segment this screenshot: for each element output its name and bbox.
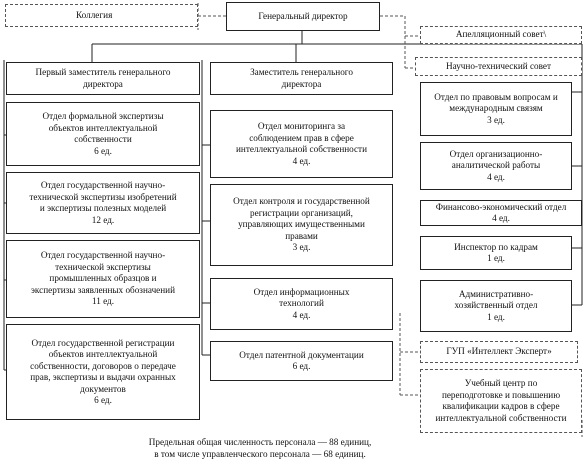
training-center-box: Учебный центр по переподготовке и повышению квалификации кадров в сфере интеллектуальной собственности: [420, 369, 582, 433]
director-box: Генеральный директор: [226, 2, 380, 31]
department-rights-monitoring: Отдел мониторинга за соблюдением прав в сфере интеллектуальной собственности 4 ед.: [210, 110, 393, 178]
department-legal-international: Отдел по правовым вопросам и международным связям 3 ед.: [420, 82, 572, 136]
department-formal-examination: Отдел формальной экспертизы объектов интеллектуальной собственности 6 ед.: [6, 102, 200, 166]
department-patent-documentation: Отдел патентной документации 6 ед.: [210, 341, 393, 381]
department-administrative-economic: Административно- хозяйственный отдел 1 ед.: [420, 280, 572, 332]
hr-inspector-box: Инспектор по кадрам 1 ед.: [420, 236, 572, 270]
department-state-registration: Отдел государственной регистрации объектов интеллектуальной собственности, договоров о передаче прав, экспертизы и выдачи охранных документов 6 ед.: [6, 324, 200, 420]
appeals-council-box: Апелляционный совет\: [420, 26, 582, 44]
department-organizations-registration: Отдел контроля и государственной регистрации организаций, управляющих имущественными правами 3 ед.: [210, 184, 393, 266]
scientific-council-box: Научно-технический совет: [415, 57, 582, 76]
gup-intellect-expert-box: ГУП «Интеллект Эксперт»: [420, 341, 578, 363]
department-organizational-analytical: Отдел организационно- аналитической работы 4 ед.: [420, 142, 572, 190]
department-industrial-designs-examination: Отдел государственной научно- технической экспертизы промышленных образцов и экспертизы заявленных обозначений 11 ед.: [6, 240, 200, 318]
department-inventions-examination: Отдел государственной научно- технической экспертизы изобретений и экспертизы полезных моделей 12 ед.: [6, 172, 200, 234]
deputy-box: Заместитель генерального директора: [210, 62, 393, 95]
first-deputy-box: Первый заместитель генерального директора: [6, 62, 200, 95]
staff-total-note: Предельная общая численность персонала — 88 единиц, в том числе управленческого персонала — 68 единиц.: [148, 437, 372, 459]
department-information-technology: Отдел информационных технологий 4 ед.: [210, 278, 393, 330]
collegium-box: Коллегия: [5, 4, 198, 27]
department-finance-economic: Финансово-экономический отдел 4 ед.: [420, 200, 582, 226]
